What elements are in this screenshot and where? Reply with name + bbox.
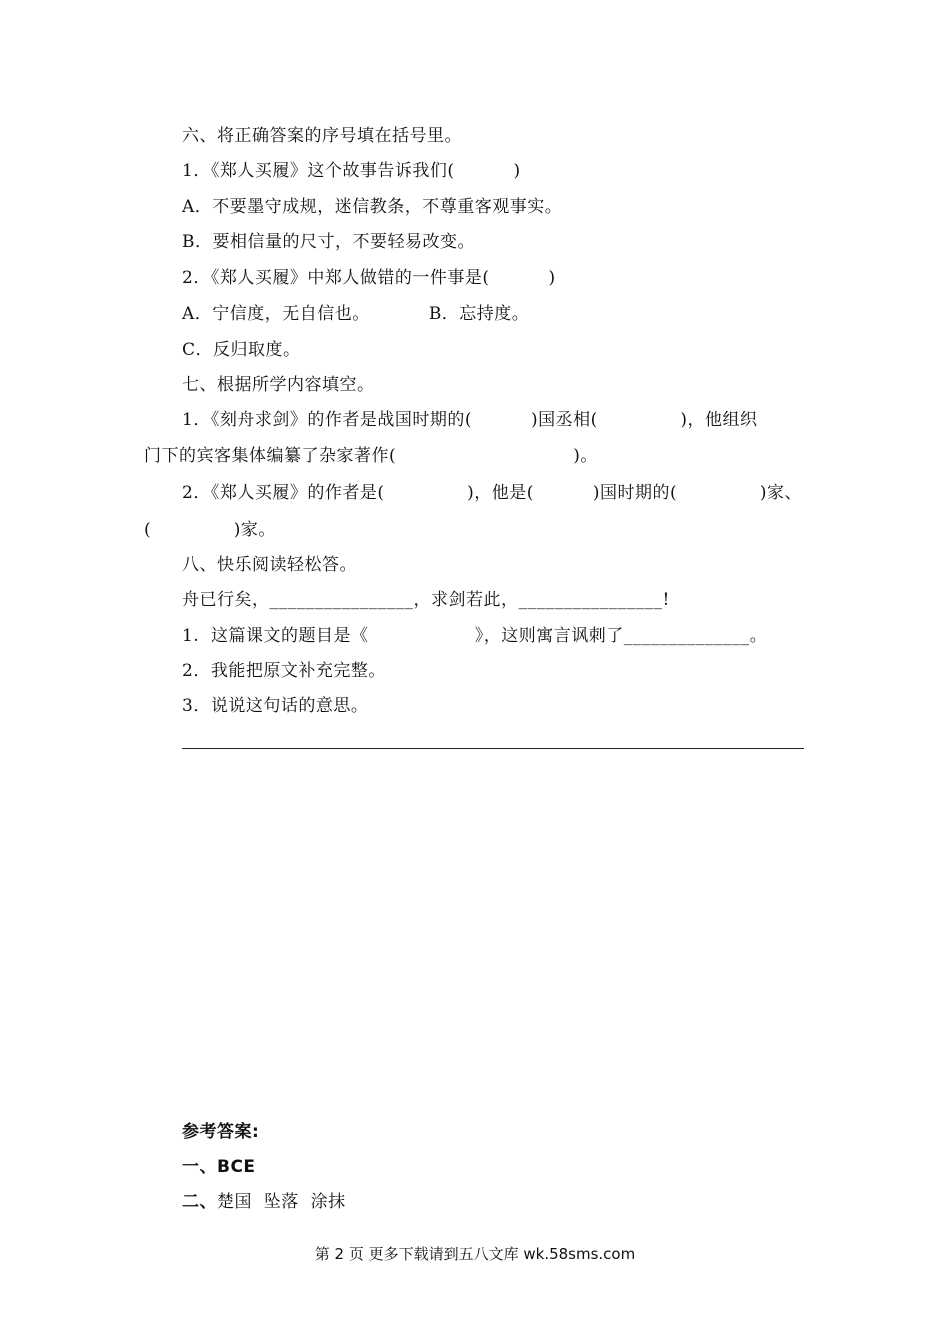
section6-question2: 2．《郑人买履》中郑人做错的一件事是( ) bbox=[182, 268, 556, 288]
page-footer: 第 2 页 更多下载请到五八文库 wk.58sms.com bbox=[314, 1245, 636, 1263]
section6-question1-option-a: A．不要墨守成规，迷信教条，不尊重客观事实。 bbox=[182, 197, 563, 217]
section8-question2: 2．我能把原文补充完整。 bbox=[182, 661, 386, 681]
section8-question1: 1. 这篇课文的题目是《 》，这则寓言讽刺了______________。 bbox=[182, 626, 768, 646]
answer-line bbox=[182, 748, 804, 749]
section8-question3: 3．说说这句话的意思。 bbox=[182, 696, 369, 716]
section7-question1-line1: 1．《刻舟求剑》的作者是战国时期的( )国丞相( )，他组织 bbox=[182, 410, 758, 430]
section8-passage: 舟已行矣，________________，求剑若此，________________! bbox=[182, 590, 670, 610]
answer-2-text: 楚国 坠落 涂抹 bbox=[217, 1192, 346, 1212]
section6-question1: 1．《郑人买履》这个故事告诉我们( ) bbox=[182, 161, 521, 181]
section6-heading: 六、将正确答案的序号填在括号里。 bbox=[182, 126, 462, 146]
section7-question1-line2: 门下的宾客集体编纂了杂家著作( )。 bbox=[144, 446, 598, 466]
section8-heading: 八、快乐阅读轻松答。 bbox=[182, 555, 357, 575]
answer-1: 一、BCE bbox=[182, 1157, 256, 1177]
section7-question2-line2: ( )家。 bbox=[144, 520, 276, 540]
section6-question2-options-ab: A．宁信度，无自信也。 B．忘持度。 bbox=[182, 304, 530, 324]
section7-question2-line1: 2．《郑人买履》的作者是( )，他是( )国时期的( )家、 bbox=[182, 483, 802, 503]
section6-question2-option-c: C．反归取度。 bbox=[182, 340, 301, 360]
answer-2 bbox=[182, 1190, 346, 1214]
answers-heading: 参考答案: bbox=[182, 1122, 260, 1142]
section6-question1-option-b: B．要相信量的尺寸，不要轻易改变。 bbox=[182, 232, 475, 252]
answer-2-prefix: 二、 bbox=[182, 1192, 217, 1212]
section7-heading: 七、根据所学内容填空。 bbox=[182, 375, 375, 395]
